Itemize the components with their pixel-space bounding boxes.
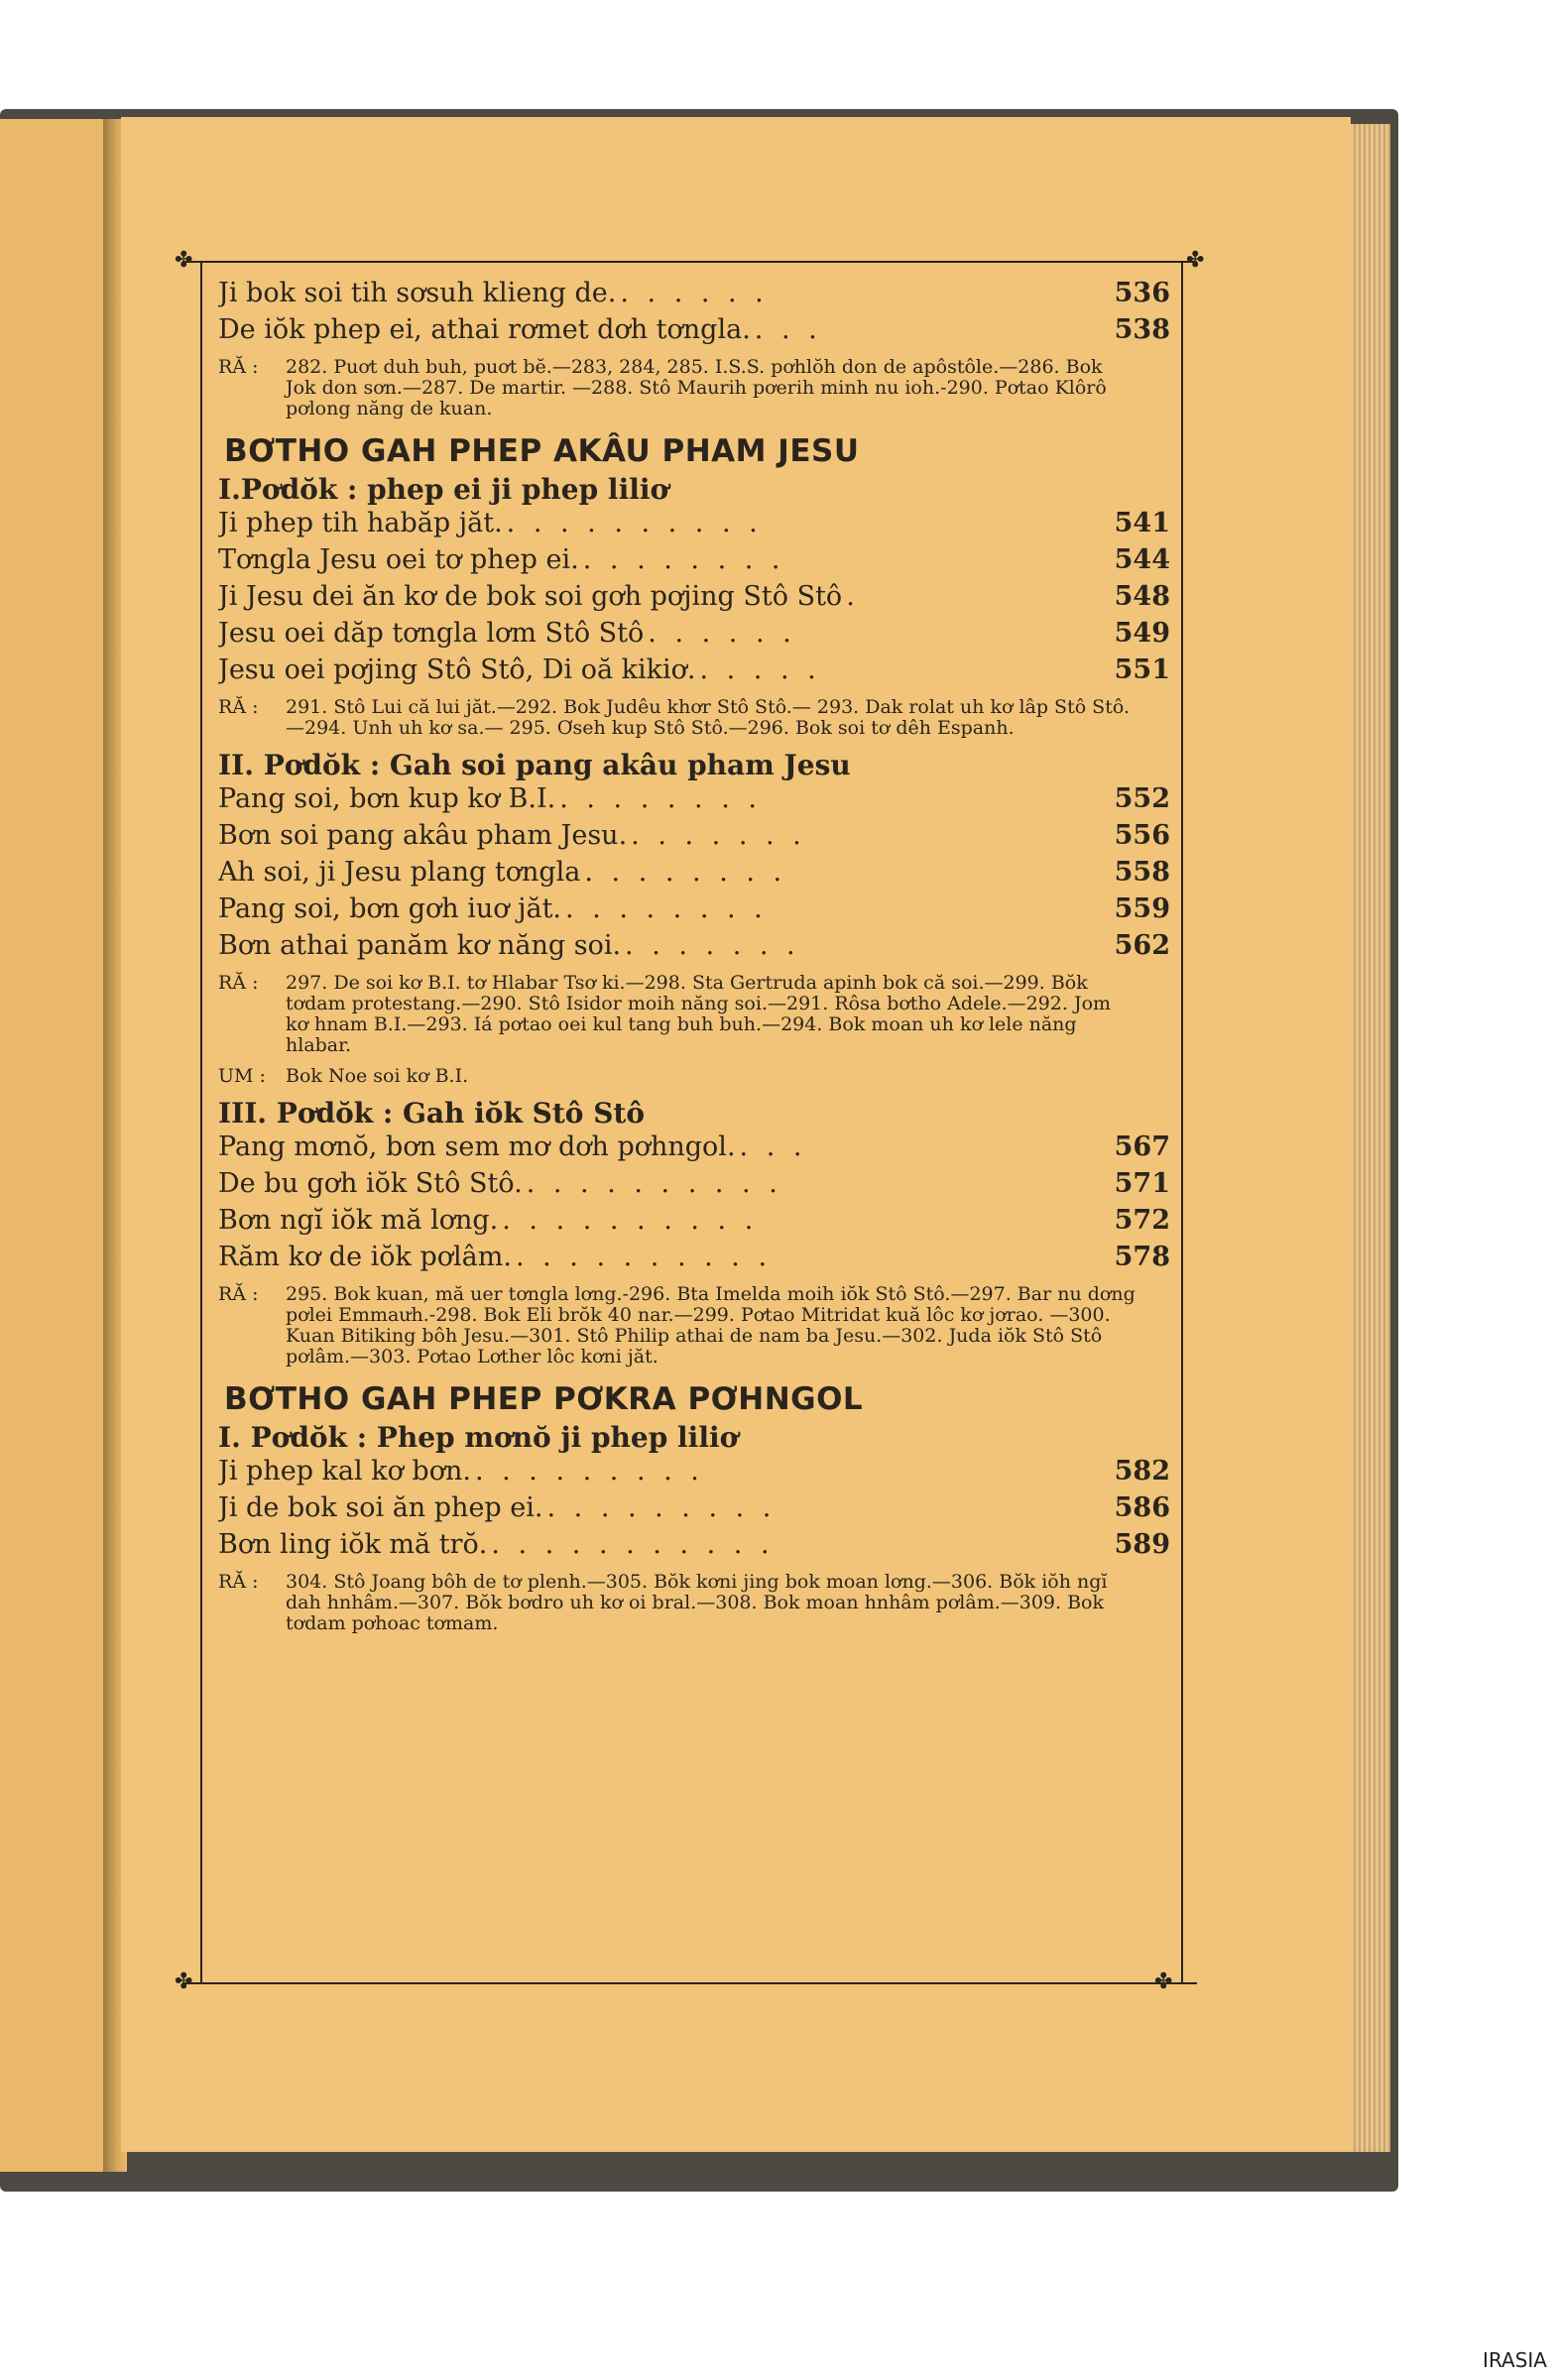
toc-entry xyxy=(218,857,1170,893)
toc-entry xyxy=(218,314,1170,351)
note-text: 282. Puơt duh buh, puơt bĕ.—283, 284, 285. I.S.S. pơhlŏh don de apôstôle.—286. Bok Jok don sơn.—287. De martir. —288. Stô Maurih pơerih minh nu ioh.-290. Pơtao Klôrô pơlong năng de kuan. xyxy=(286,356,1107,419)
page-number: 571 xyxy=(1114,1168,1170,1199)
page-number: 572 xyxy=(1114,1205,1170,1236)
page-number: 567 xyxy=(1114,1131,1170,1162)
dot-leader: . . . . . . . . xyxy=(559,783,762,814)
entry-title: Ji bok soi tih sơsuh klieng de. xyxy=(218,278,617,308)
entry-title: Jesu oei pơjing Stô Stô, Di oă kikiơ. xyxy=(218,654,696,685)
toc-entry xyxy=(218,1529,1170,1566)
ornament-bottom-right-icon: ✤ xyxy=(1154,1969,1173,1994)
story-note xyxy=(218,1066,1170,1087)
dot-leader: . . . . . . . . . . . xyxy=(491,1529,775,1560)
page-number: 536 xyxy=(1114,278,1170,308)
section-heading: BƠTHO GAH PHEP AKÂU PHAM JESU xyxy=(224,433,860,469)
page-number: 551 xyxy=(1114,654,1170,685)
toc-entry xyxy=(218,1456,1170,1492)
dot-leader: . . . . . xyxy=(699,654,821,685)
part-heading: II. Pơdŏk : Gah soi pang akâu pham Jesu xyxy=(218,749,851,781)
note-label: UM : xyxy=(218,1065,266,1087)
story-note xyxy=(218,357,1170,419)
entry-title: Bơn athai panăm kơ năng soi. xyxy=(218,930,622,961)
story-note xyxy=(218,1284,1170,1368)
page-number: 586 xyxy=(1114,1492,1170,1523)
toc-entry xyxy=(218,1168,1170,1205)
page-number: 589 xyxy=(1114,1529,1170,1560)
facing-page xyxy=(0,119,119,2172)
page-number: 556 xyxy=(1114,820,1170,851)
frame-border-bottom xyxy=(183,1982,1197,1984)
note-text: 291. Stô Lui că lui jăt.—292. Bok Judêu khơr Stô Stô.— 293. Dak rolat uh kơ lâp Stô Stô.—294. Unh uh kơ sa.— 295. Ơseh kup Stô Stô.—296. Bok soi tơ dêh Espanh. xyxy=(286,696,1130,739)
dot-leader: . . . . . . xyxy=(648,618,796,649)
frame-border-right xyxy=(1181,261,1183,1984)
entry-title: Ah soi, ji Jesu plang tơngla xyxy=(218,857,581,888)
page-number: 544 xyxy=(1114,544,1170,575)
dot-leader: . . . . . . . . . . xyxy=(506,508,763,538)
frame-border-top xyxy=(183,261,1197,263)
note-label: RĂ : xyxy=(218,1283,259,1305)
page-number: 562 xyxy=(1114,930,1170,961)
toc-entry xyxy=(218,618,1170,654)
entry-title: Pang soi, bơn kup kơ B.I. xyxy=(218,783,556,814)
page-number: 549 xyxy=(1114,618,1170,649)
dot-leader: . . . . . . . . . xyxy=(546,1492,777,1523)
entry-title: Ji phep tih habăp jăt. xyxy=(218,508,503,538)
dot-leader: . . . xyxy=(754,314,822,345)
toc-entry xyxy=(218,1205,1170,1242)
entry-title: Pang soi, bơn gơh iuơ jăt. xyxy=(218,893,562,924)
part-heading: I. Pơdŏk : Phep mơnŏ ji phep liliơ xyxy=(218,1421,739,1454)
story-note xyxy=(218,1572,1170,1634)
entry-title: Bơn ling iŏk mă trŏ. xyxy=(218,1529,488,1560)
page-number: 582 xyxy=(1114,1456,1170,1487)
entry-title: De bu gơh iŏk Stô Stô. xyxy=(218,1168,523,1199)
note-text: 304. Stô Joang bôh de tơ plenh.—305. Bŏk kơni jing bok moan lơng.—306. Bŏk iŏh ngĭ dah hnhâm.—307. Bŏk bơdro uh kơ oi bral.—308. Bok moan hnhâm pơlâm.—309. Bok tơdam pơhoac tơmam. xyxy=(286,1571,1108,1634)
entry-title: De iŏk phep ei, athai rơmet dơh tơngla. xyxy=(218,314,751,345)
note-text: 297. De soi kơ B.I. tơ Hlabar Tsơ ki.—298. Sta Gertruda apinh bok că soi.—299. Bŏk tơdam protestang.—290. Stô Isidor moih năng soi.—291. Rôsa bơtho Adele.—292. Jom kơ hnam B.I.—293. Iá pơtao oei kul tang buh buh.—294. Bok moan uh kơ lele năng hlabar. xyxy=(286,972,1112,1056)
entry-title: Tơngla Jesu oei tơ phep ei. xyxy=(218,544,579,575)
note-text: Bok Noe soi kơ B.I. xyxy=(286,1065,469,1087)
entry-title: Ji de bok soi ăn phep ei. xyxy=(218,1492,543,1523)
dot-leader: . . . . . . . . . xyxy=(474,1456,704,1487)
page-number: 558 xyxy=(1114,857,1170,888)
dot-leader: . . . . . . . xyxy=(625,930,800,961)
toc-entry xyxy=(218,820,1170,857)
dot-leader: . . . . . . . . xyxy=(565,893,768,924)
note-label: RĂ : xyxy=(218,1571,259,1593)
dot-leader: . . . . . . . . xyxy=(584,857,787,888)
toc-entry xyxy=(218,783,1170,820)
note-label: RĂ : xyxy=(218,356,259,378)
entry-title: Ji Jesu dei ăn kơ de bok soi gơh pơjing Stô Stô xyxy=(218,581,843,612)
dot-leader: . . . . . . . . xyxy=(582,544,785,575)
ornament-top-right-icon: ✤ xyxy=(1186,248,1205,273)
toc-entry xyxy=(218,581,1170,618)
table-of-contents xyxy=(218,278,1170,1644)
page-number: 548 xyxy=(1114,581,1170,612)
section-heading: BƠTHO GAH PHEP PƠKRA PƠHNGOL xyxy=(224,1381,864,1417)
dot-leader: . . . . . . xyxy=(620,278,769,308)
story-note xyxy=(218,973,1170,1056)
page-number: 578 xyxy=(1114,1242,1170,1272)
entry-title: Bơn ngĭ iŏk mă lơng. xyxy=(218,1205,499,1236)
toc-entry xyxy=(218,1492,1170,1529)
entry-title: Jesu oei dăp tơngla lơm Stô Stô xyxy=(218,618,645,649)
dot-leader: . . . . . . . . . . xyxy=(515,1242,773,1272)
toc-entry xyxy=(218,930,1170,967)
note-label: RĂ : xyxy=(218,972,259,994)
part-heading: I.Pơdŏk : phep ei ji phep liliơ xyxy=(218,473,669,506)
page-edges xyxy=(1351,124,1390,2152)
part-heading: III. Pơdŏk : Gah iŏk Stô Stô xyxy=(218,1097,646,1130)
entry-title: Pang mơnŏ, bơn sem mơ dơh pơhngol. xyxy=(218,1131,736,1162)
entry-title: Bơn soi pang akâu pham Jesu. xyxy=(218,820,628,851)
frame-border-left xyxy=(200,261,202,1984)
toc-entry xyxy=(218,508,1170,544)
note-label: RĂ : xyxy=(218,696,259,718)
dot-leader: . . . . . . . . . . xyxy=(502,1205,759,1236)
ornament-bottom-left-icon: ✤ xyxy=(175,1969,193,1994)
page-number: 541 xyxy=(1114,508,1170,538)
entry-title: Ji phep kal kơ bơn. xyxy=(218,1456,471,1487)
toc-entry xyxy=(218,893,1170,930)
watermark: IRASIA xyxy=(1483,2348,1547,2372)
toc-entry xyxy=(218,1242,1170,1278)
dot-leader: . . . . . . . . . . xyxy=(526,1168,782,1199)
page-number: 538 xyxy=(1114,314,1170,345)
dot-leader: . . . . . . . xyxy=(631,820,806,851)
story-note xyxy=(218,697,1170,739)
ornament-top-left-icon: ✤ xyxy=(175,248,193,273)
note-text: 295. Bok kuan, mă uer tơngla lơng.-296. Bta Imelda moih iŏk Stô Stô.—297. Bar nu dơng pơlei Emmaưh.-298. Bok Eli brŏk 40 nar.—299. Pơtao Mitridat kuă lôc kơ jơrao. —300. Kuan Bitiking bôh Jesu.—301. Stô Philip athai de nam ba Jesu.—302. Juda iŏk Stô Stô pơlâm.—303. Pơtao Lơther lôc kơni jăt. xyxy=(286,1283,1136,1368)
dot-leader: . xyxy=(846,581,860,612)
toc-entry xyxy=(218,1131,1170,1168)
page-number: 559 xyxy=(1114,893,1170,924)
toc-entry xyxy=(218,654,1170,691)
page-number: 552 xyxy=(1114,783,1170,814)
entry-title: Răm kơ de iŏk pơlâm. xyxy=(218,1242,512,1272)
toc-entry xyxy=(218,278,1170,314)
dot-leader: . . . xyxy=(739,1131,807,1162)
toc-entry xyxy=(218,544,1170,581)
